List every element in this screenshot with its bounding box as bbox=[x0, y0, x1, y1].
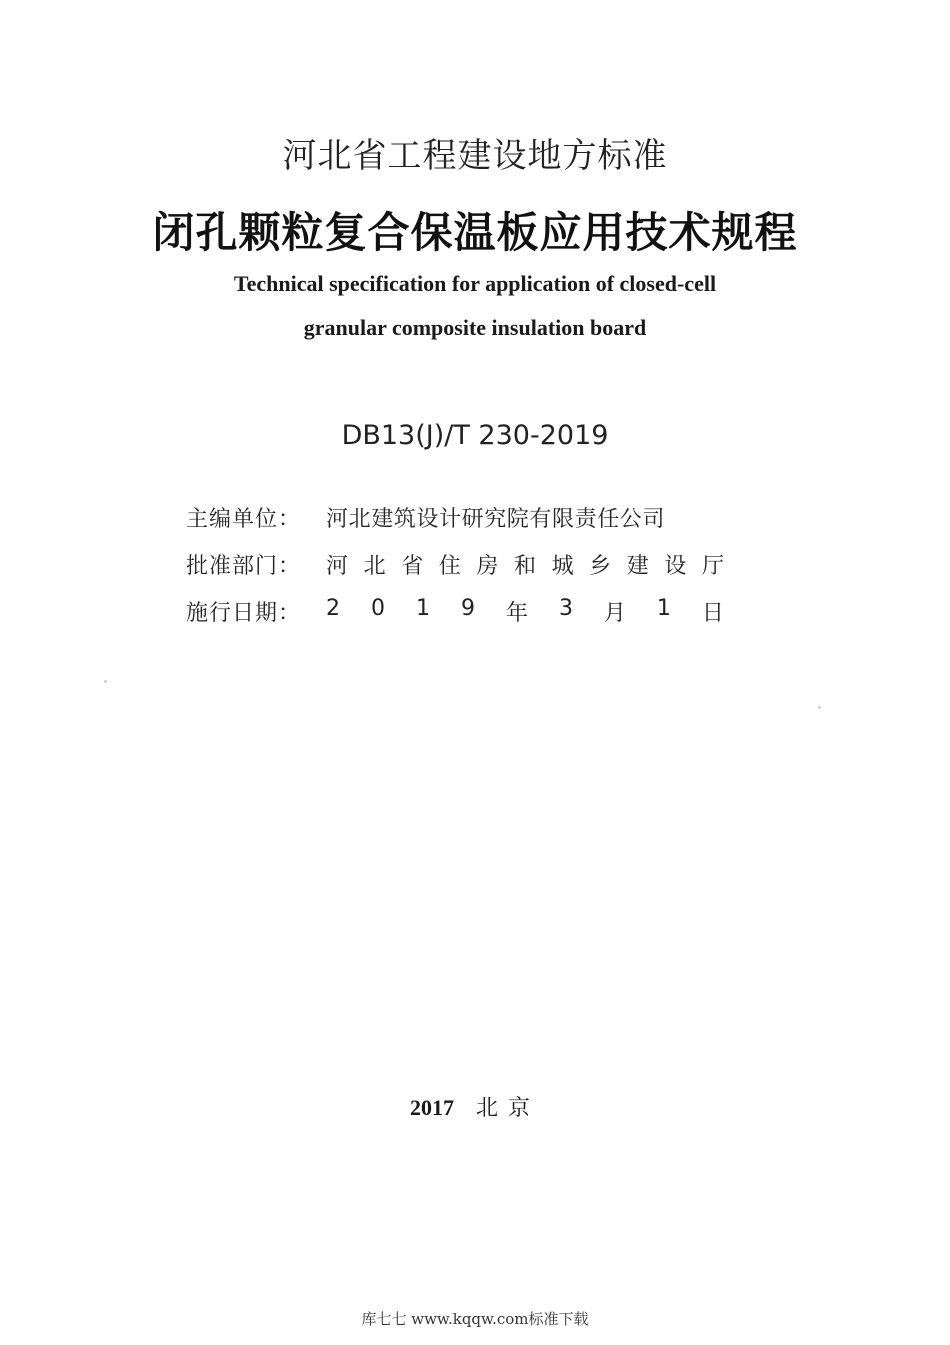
footer-watermark: 库七七 www.kqqw.com标准下载 bbox=[361, 1310, 589, 1328]
approver-char: 北 bbox=[363, 554, 386, 579]
standard-category: 河北省工程建设地方标准 bbox=[282, 136, 668, 176]
scan-speck bbox=[818, 706, 821, 709]
title-english-line-2: granular composite insulation board bbox=[303, 315, 647, 340]
approver-label: 批准部门： bbox=[186, 554, 302, 579]
date-label: 施行日期： bbox=[186, 601, 302, 626]
title-chinese: 闭孔颗粒复合保温板应用技术规程 bbox=[152, 208, 798, 257]
editor-value: 河北建筑设计研究院有限责任公司 bbox=[326, 507, 666, 532]
date-char: 年 bbox=[505, 601, 528, 626]
editor-row bbox=[186, 502, 746, 532]
approver-char: 河 bbox=[326, 554, 349, 579]
editor-label: 主编单位： bbox=[186, 507, 302, 532]
approver-char: 设 bbox=[664, 554, 687, 579]
approver-char: 住 bbox=[438, 554, 461, 579]
date-char: 9 bbox=[460, 596, 475, 621]
date-value bbox=[326, 596, 724, 627]
standard-code: DB13(J)/T 230-2019 bbox=[341, 420, 609, 451]
date-char: 日 bbox=[701, 601, 724, 626]
publication-year: 2017 bbox=[409, 1095, 454, 1120]
approver-char: 城 bbox=[551, 554, 574, 579]
date-char: 2 bbox=[326, 596, 340, 621]
approver-char: 省 bbox=[401, 554, 424, 579]
title-english-line-1: Technical specification for application of closed-cell bbox=[233, 271, 717, 296]
publication-line bbox=[0, 1091, 950, 1122]
publication-city: 北京 bbox=[475, 1096, 540, 1121]
approver-char: 乡 bbox=[589, 554, 612, 579]
date-char: 1 bbox=[415, 596, 430, 621]
approver-char: 房 bbox=[476, 554, 499, 579]
approver-char: 建 bbox=[626, 554, 649, 579]
approver-value bbox=[326, 549, 724, 580]
approver-char: 和 bbox=[513, 554, 536, 579]
date-row bbox=[186, 596, 746, 626]
date-char: 1 bbox=[656, 596, 671, 621]
approver-row bbox=[186, 549, 746, 579]
date-char: 3 bbox=[558, 596, 573, 621]
scan-speck bbox=[104, 680, 107, 683]
date-char: 0 bbox=[370, 596, 385, 621]
approver-char: 厅 bbox=[701, 554, 724, 579]
date-char: 月 bbox=[603, 601, 626, 626]
